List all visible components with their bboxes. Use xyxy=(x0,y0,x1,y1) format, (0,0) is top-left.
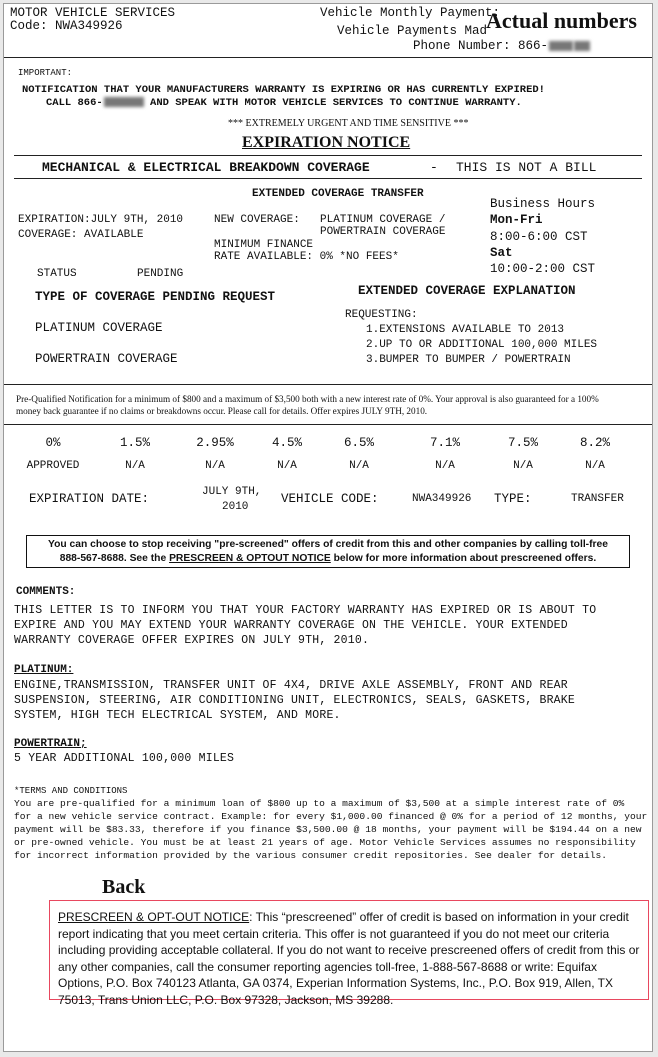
divider xyxy=(4,57,652,58)
optout-line-2: 888-567-8688. See the PRESCREEN & OPTOUT NOTICE below for more information about prescreened offers. xyxy=(59,553,597,564)
vehicle-monthly-payment: Vehicle Monthly Payment: xyxy=(320,6,501,20)
divider xyxy=(14,178,642,179)
banner-dash: - xyxy=(430,160,438,175)
hours-time-1: 8:00-6:00 CST xyxy=(490,230,588,244)
hours-day-1: Mon-Fri xyxy=(490,213,543,227)
request-item-1: 1.EXTENSIONS AVAILABLE TO 2013 xyxy=(366,324,565,336)
redacted-number xyxy=(574,41,590,51)
rate-status: N/A xyxy=(435,460,455,472)
redacted-number xyxy=(104,97,144,107)
rate-status: N/A xyxy=(205,460,225,472)
rate-value: 4.5% xyxy=(271,436,302,450)
new-coverage-label: NEW COVERAGE: xyxy=(214,214,300,226)
prescreen-notice-label: PRESCREEN & OPT-OUT NOTICE xyxy=(58,910,250,924)
rate-status: N/A xyxy=(125,460,145,472)
terms-line-5: for incorrect information provided by the various consumer credit repositories. See dealer for details. xyxy=(14,850,607,861)
vehicle-code-value: NWA349926 xyxy=(412,493,472,505)
divider xyxy=(4,384,652,385)
annotation-actual-numbers: Actual numbers xyxy=(486,8,637,33)
expiration-date-value-1: JULY 9TH, xyxy=(202,486,262,498)
optout-line-1: You can choose to stop receiving "pre-screened" offers of credit from this and other companies by calling toll-free xyxy=(48,539,608,550)
rate-value: 7.5% xyxy=(507,436,538,450)
status-label: STATUS xyxy=(37,268,77,280)
warranty-notification: NOTIFICATION THAT YOUR MANUFACTURERS WARRANTY IS EXPIRING OR HAS CURRENTLY EXPIRED! xyxy=(22,84,545,96)
not-a-bill: THIS IS NOT A BILL xyxy=(456,160,597,175)
rate-status: N/A xyxy=(585,460,605,472)
coverage-status: COVERAGE: AVAILABLE xyxy=(18,229,144,241)
rate-available: RATE AVAILABLE: 0% *NO FEES* xyxy=(214,251,399,263)
terms-line-1: You are pre-qualified for a minimum loan of $800 up to a maximum of $3,500 at a simple interest rate of 0% xyxy=(14,798,625,809)
expiration-date-value-2: 2010 xyxy=(222,501,249,513)
rate-value: 1.5% xyxy=(119,436,150,450)
terms-line-4: or pre-owned vehicle. You must be at least 21 years of age. Motor Vehicle Services assumes no responsibility xyxy=(14,837,636,848)
type-value: TRANSFER xyxy=(571,493,624,505)
comments-line-1: THIS LETTER IS TO INFORM YOU THAT YOUR FACTORY WARRANTY HAS EXPIRED OR IS ABOUT TO xyxy=(14,604,597,617)
prequal-line-2: money back guarantee if no claims or breakdowns occur. Please call for details. Offer expires JULY 9TH, 2010. xyxy=(16,406,428,416)
comments-line-3: WARRANTY COVERAGE OFFER EXPIRES ON JULY 9TH, 2010. xyxy=(14,634,370,647)
optout-box xyxy=(26,535,630,568)
request-item-3: 3.BUMPER TO BUMPER / POWERTRAIN xyxy=(366,354,571,366)
rate-status: APPROVED xyxy=(26,460,80,472)
new-coverage-1: PLATINUM COVERAGE / xyxy=(320,214,446,226)
company-code: Code: NWA349926 xyxy=(10,19,123,33)
urgent-line: *** EXTREMELY URGENT AND TIME SENSITIVE *** xyxy=(228,118,469,129)
company-name: MOTOR VEHICLE SERVICES xyxy=(10,6,176,20)
vehicle-code-label: VEHICLE CODE: xyxy=(281,492,379,506)
pending-item-powertrain: POWERTRAIN COVERAGE xyxy=(35,352,178,366)
platinum-line-1: ENGINE,TRANSMISSION, TRANSFER UNIT OF 4X4, DRIVE AXLE ASSEMBLY, FRONT AND REAR xyxy=(14,679,568,692)
terms-label: *TERMS AND CONDITIONS xyxy=(14,786,128,796)
pending-item-platinum: PLATINUM COVERAGE xyxy=(35,321,163,335)
redacted-number xyxy=(549,41,573,51)
back-label: Back xyxy=(102,876,146,898)
hours-time-2: 10:00-2:00 CST xyxy=(490,262,596,276)
status-value: PENDING xyxy=(137,268,184,280)
coverage-banner: MECHANICAL & ELECTRICAL BREAKDOWN COVERAGE xyxy=(42,160,370,175)
expiration-date-label: EXPIRATION DATE: xyxy=(29,492,150,506)
rate-value: 2.95% xyxy=(196,436,234,450)
transfer-title: EXTENDED COVERAGE TRANSFER xyxy=(252,188,424,200)
rate-value: 0% xyxy=(45,436,61,450)
rate-status: N/A xyxy=(277,460,297,472)
expiration-date: EXPIRATION:JULY 9TH, 2010 xyxy=(18,214,184,226)
new-coverage-2: POWERTRAIN COVERAGE xyxy=(320,226,446,238)
type-label: TYPE: xyxy=(494,492,532,506)
requesting-label: REQUESTING: xyxy=(345,309,418,321)
prequal-line-1: Pre-Qualified Notification for a minimum of $800 and a maximum of $3,500 both with a new interest rate of 0%. Your approval is also guaranteed for a 100% xyxy=(16,394,599,404)
prescreen-notice-text: : This “prescreened” offer of credit is based on information in your credit report indicating that you meet certain criteria. This offer is not guaranteed if you do not meet our criteria including providing acceptable collateral. If you do not want to receive prescreened offers of credit from this or any other companies, call the consumer reporting agencies toll-free, 1-888-567-8688 or write: Equifax Options, P.O. Box 740123 Atlanta, GA 0374, Experian Information Systems, Inc., P.O. Box 919, Allen, TX 75013, Trans Union LLC, P.O. Box 97328, Jackson, MS 39288. xyxy=(58,910,640,1007)
terms-line-2: for a new vehicle service contract. Example: for every $1,000.00 financed @ 0% for a period of 12 months, your xyxy=(14,811,648,822)
prescreen-notice-box xyxy=(49,900,649,1007)
comments-label: COMMENTS: xyxy=(16,586,76,598)
divider xyxy=(4,424,652,425)
comments-line-2: EXPIRE AND YOU MAY EXTEND YOUR WARRANTY COVERAGE ON THE VEHICLE. YOUR EXTENDED xyxy=(14,619,568,632)
important-label: IMPORTANT: xyxy=(18,68,73,78)
powertrain-label: POWERTRAIN; xyxy=(14,738,87,750)
rate-status: N/A xyxy=(513,460,533,472)
phone-number: Phone Number: 866- xyxy=(413,39,590,53)
rate-value: 6.5% xyxy=(343,436,374,450)
call-line: CALL 866- AND SPEAK WITH MOTOR VEHICLE SERVICES TO CONTINUE WARRANTY. xyxy=(46,97,522,109)
explanation-title: EXTENDED COVERAGE EXPLANATION xyxy=(358,284,576,298)
vehicle-payments-made: Vehicle Payments Mad xyxy=(337,24,488,38)
platinum-line-2: SUSPENSION, STEERING, AIR CONDITIONING UNIT, ELECTRONICS, SEALS, GASKETS, BRAKE xyxy=(14,694,575,707)
platinum-line-3: SYSTEM, HIGH TECH ELECTRICAL SYSTEM, AND MORE. xyxy=(14,709,341,722)
pending-title: TYPE OF COVERAGE PENDING REQUEST xyxy=(35,290,276,304)
hours-day-2: Sat xyxy=(490,246,513,260)
minimum-finance: MINIMUM FINANCE xyxy=(214,239,314,251)
rate-value: 8.2% xyxy=(579,436,610,450)
request-item-2: 2.UP TO OR ADDITIONAL 100,000 MILES xyxy=(366,339,598,351)
notice-page xyxy=(3,3,653,1052)
business-hours-title: Business Hours xyxy=(490,197,596,211)
powertrain-line-1: 5 YEAR ADDITIONAL 100,000 MILES xyxy=(14,752,235,765)
platinum-label: PLATINUM: xyxy=(14,664,74,676)
terms-line-3: payment will be $83.33, therefore if you finance $3,500.00 @ 18 months, your payment will be $194.44 on a new xyxy=(14,824,642,835)
divider xyxy=(14,155,642,156)
rate-status: N/A xyxy=(349,460,369,472)
optout-notice-link[interactable]: PRESCREEN & OPTOUT NOTICE xyxy=(169,553,331,564)
expiration-notice-title: EXPIRATION NOTICE xyxy=(242,134,411,151)
rate-value: 7.1% xyxy=(429,436,460,450)
